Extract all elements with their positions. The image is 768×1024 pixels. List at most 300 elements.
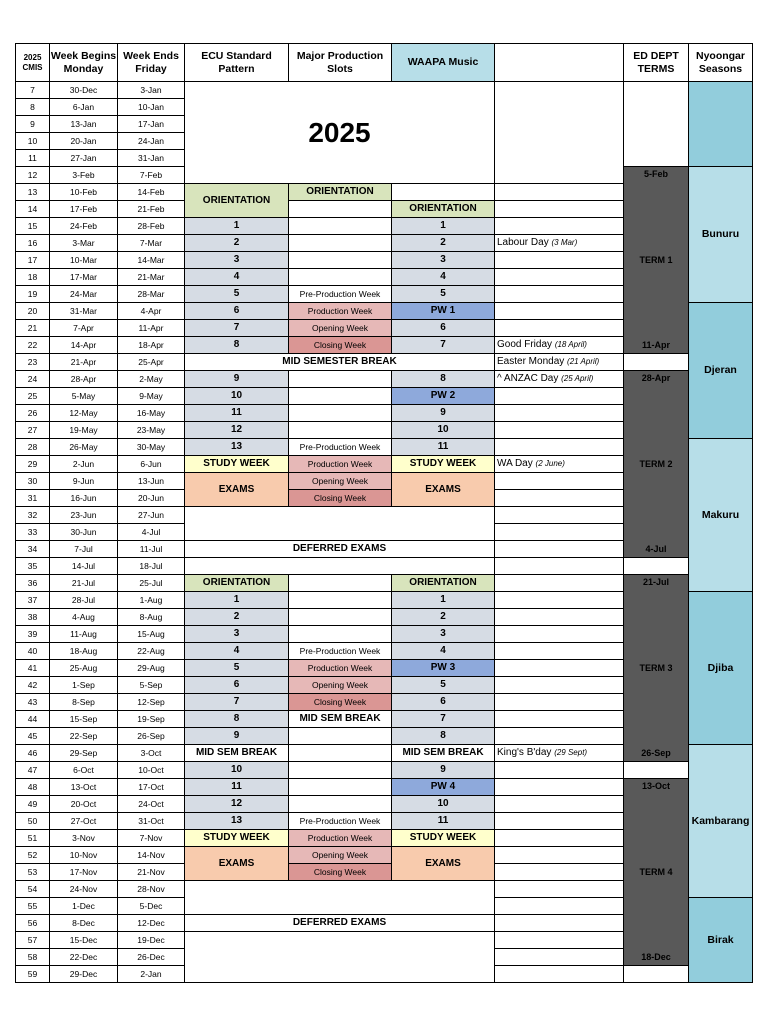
note-cell bbox=[495, 337, 624, 354]
term-end-date: 4-Jul bbox=[645, 544, 667, 554]
week-end-cell: 17-Oct bbox=[118, 779, 185, 796]
week-end-cell: 31-Jan bbox=[118, 150, 185, 167]
week-end-cell: 14-Nov bbox=[118, 847, 185, 864]
week-row bbox=[16, 354, 753, 371]
waapa-week-cell: PW 2 bbox=[392, 388, 495, 405]
week-begin-cell: 17-Feb bbox=[50, 201, 118, 218]
week-end-cell: 2-May bbox=[118, 371, 185, 388]
week-row bbox=[16, 558, 753, 575]
waapa-week-cell: 9 bbox=[392, 762, 495, 779]
note-cell bbox=[495, 218, 624, 235]
cmis-week-cell: 59 bbox=[16, 966, 50, 983]
empty-cell bbox=[289, 609, 392, 626]
cmis-week-cell: 33 bbox=[16, 524, 50, 541]
cmis-week-cell: 45 bbox=[16, 728, 50, 745]
cmis-week-cell: 43 bbox=[16, 694, 50, 711]
header-nyoongar-seasons: Nyoongar Seasons bbox=[689, 44, 753, 82]
ecu-week-cell: 4 bbox=[185, 269, 289, 286]
week-begin-cell: 21-Apr bbox=[50, 354, 118, 371]
term-start-date: 21-Jul bbox=[642, 577, 669, 587]
header-major-production: Major Production Slots bbox=[289, 44, 392, 82]
ecu-week-cell: 9 bbox=[185, 728, 289, 745]
cmis-week-cell: 19 bbox=[16, 286, 50, 303]
week-end-cell: 4-Jul bbox=[118, 524, 185, 541]
opening-week-cell: Opening Week bbox=[289, 677, 392, 694]
week-end-cell: 19-Dec bbox=[118, 932, 185, 949]
waapa-study-week-cell: STUDY WEEK bbox=[392, 456, 495, 473]
cmis-week-cell: 48 bbox=[16, 779, 50, 796]
week-end-cell: 17-Jan bbox=[118, 116, 185, 133]
week-begin-cell: 15-Dec bbox=[50, 932, 118, 949]
week-end-cell: 14-Mar bbox=[118, 252, 185, 269]
ecu-week-cell: 4 bbox=[185, 643, 289, 660]
nyoongar-season-cell: Bunuru bbox=[689, 167, 753, 303]
note-cell bbox=[495, 813, 624, 830]
empty-cell bbox=[289, 762, 392, 779]
week-begin-cell: 22-Sep bbox=[50, 728, 118, 745]
term-start-date: 28-Apr bbox=[641, 373, 671, 383]
notes-empty-cell bbox=[495, 82, 624, 184]
ecu-week-cell: 3 bbox=[185, 252, 289, 269]
ecu-week-cell: 6 bbox=[185, 677, 289, 694]
ecu-week-cell: 8 bbox=[185, 337, 289, 354]
cmis-week-cell: 40 bbox=[16, 643, 50, 660]
cmis-week-cell: 21 bbox=[16, 320, 50, 337]
week-begin-cell: 20-Oct bbox=[50, 796, 118, 813]
week-end-cell: 11-Apr bbox=[118, 320, 185, 337]
ecu-study-week-cell: STUDY WEEK bbox=[185, 456, 289, 473]
week-end-cell: 9-May bbox=[118, 388, 185, 405]
cmis-week-cell: 15 bbox=[16, 218, 50, 235]
ecu-week-cell: 10 bbox=[185, 762, 289, 779]
waapa-week-cell: 11 bbox=[392, 439, 495, 456]
waapa-week-cell: 8 bbox=[392, 371, 495, 388]
ecu-week-cell: 9 bbox=[185, 371, 289, 388]
note-cell bbox=[495, 490, 624, 507]
week-end-cell: 20-Jun bbox=[118, 490, 185, 507]
cmis-week-cell: 46 bbox=[16, 745, 50, 762]
note-cell bbox=[495, 592, 624, 609]
ecu-week-cell: 13 bbox=[185, 439, 289, 456]
ed-term-block bbox=[624, 779, 689, 966]
week-end-cell: 21-Mar bbox=[118, 269, 185, 286]
waapa-study-week-cell: STUDY WEEK bbox=[392, 830, 495, 847]
term-name: TERM 4 bbox=[639, 866, 673, 877]
ed-term-block bbox=[624, 167, 689, 354]
week-begin-cell: 27-Oct bbox=[50, 813, 118, 830]
cmis-week-cell: 35 bbox=[16, 558, 50, 575]
closing-week-cell: Closing Week bbox=[289, 490, 392, 507]
note-date: (21 April) bbox=[567, 357, 600, 366]
empty-block bbox=[185, 507, 495, 541]
week-begin-cell: 28-Apr bbox=[50, 371, 118, 388]
ecu-week-cell: 1 bbox=[185, 218, 289, 235]
waapa-week-cell: 10 bbox=[392, 422, 495, 439]
empty-cell bbox=[289, 235, 392, 252]
week-end-cell: 16-May bbox=[118, 405, 185, 422]
ecu-week-cell: 6 bbox=[185, 303, 289, 320]
term-name: TERM 1 bbox=[639, 254, 673, 265]
cmis-week-cell: 41 bbox=[16, 660, 50, 677]
empty-cell bbox=[289, 269, 392, 286]
week-end-cell: 30-May bbox=[118, 439, 185, 456]
note-text: Good Friday bbox=[497, 339, 553, 350]
week-end-cell: 3-Jan bbox=[118, 82, 185, 99]
cmis-week-cell: 13 bbox=[16, 184, 50, 201]
term-end-date: 18-Dec bbox=[641, 952, 671, 962]
week-begin-cell: 17-Nov bbox=[50, 864, 118, 881]
empty-cell bbox=[289, 201, 392, 218]
production-week-cell: Production Week bbox=[289, 830, 392, 847]
note-text: ^ ANZAC Day bbox=[497, 373, 559, 384]
cmis-week-cell: 53 bbox=[16, 864, 50, 881]
week-end-cell: 10-Jan bbox=[118, 99, 185, 116]
week-begin-cell: 3-Feb bbox=[50, 167, 118, 184]
note-cell bbox=[495, 354, 624, 371]
empty-cell bbox=[289, 728, 392, 745]
week-end-cell: 26-Sep bbox=[118, 728, 185, 745]
term-name: TERM 2 bbox=[639, 458, 673, 469]
cmis-week-cell: 31 bbox=[16, 490, 50, 507]
term-end-date: 26-Sep bbox=[641, 748, 671, 758]
note-cell bbox=[495, 932, 624, 949]
week-begin-cell: 17-Mar bbox=[50, 269, 118, 286]
note-cell bbox=[495, 728, 624, 745]
ecu-orientation-cell: ORIENTATION bbox=[185, 184, 289, 218]
week-end-cell: 25-Apr bbox=[118, 354, 185, 371]
waapa-week-cell: 5 bbox=[392, 286, 495, 303]
week-end-cell: 19-Sep bbox=[118, 711, 185, 728]
waapa-week-cell: 9 bbox=[392, 405, 495, 422]
cmis-week-cell: 12 bbox=[16, 167, 50, 184]
cmis-week-cell: 8 bbox=[16, 99, 50, 116]
week-end-cell: 24-Oct bbox=[118, 796, 185, 813]
week-end-cell: 26-Dec bbox=[118, 949, 185, 966]
waapa-week-cell: PW 3 bbox=[392, 660, 495, 677]
header-week-begins: Week Begins Monday bbox=[50, 44, 118, 82]
cmis-week-cell: 39 bbox=[16, 626, 50, 643]
cmis-week-cell: 26 bbox=[16, 405, 50, 422]
week-begin-cell: 20-Jan bbox=[50, 133, 118, 150]
term-end-date: 11-Apr bbox=[641, 340, 670, 350]
waapa-week-cell: 3 bbox=[392, 626, 495, 643]
week-end-cell: 5-Sep bbox=[118, 677, 185, 694]
note-cell bbox=[495, 286, 624, 303]
empty-cell bbox=[289, 405, 392, 422]
closing-week-cell: Closing Week bbox=[289, 694, 392, 711]
opening-week-cell: Opening Week bbox=[289, 847, 392, 864]
deferred-exams-cell: DEFERRED EXAMS bbox=[185, 541, 495, 558]
week-begin-cell: 27-Jan bbox=[50, 150, 118, 167]
note-cell bbox=[495, 405, 624, 422]
waapa-orientation-cell: ORIENTATION bbox=[392, 201, 495, 218]
week-end-cell: 1-Aug bbox=[118, 592, 185, 609]
note-cell bbox=[495, 779, 624, 796]
week-begin-cell: 26-May bbox=[50, 439, 118, 456]
week-begin-cell: 10-Mar bbox=[50, 252, 118, 269]
note-cell bbox=[495, 660, 624, 677]
week-begin-cell: 22-Dec bbox=[50, 949, 118, 966]
note-cell bbox=[495, 609, 624, 626]
week-begin-cell: 30-Dec bbox=[50, 82, 118, 99]
waapa-week-cell: 4 bbox=[392, 269, 495, 286]
cmis-week-cell: 32 bbox=[16, 507, 50, 524]
week-row bbox=[16, 575, 753, 592]
pre-production-cell: Pre-Production Week bbox=[289, 813, 392, 830]
week-end-cell: 12-Dec bbox=[118, 915, 185, 932]
week-end-cell: 7-Mar bbox=[118, 235, 185, 252]
note-cell bbox=[495, 643, 624, 660]
cmis-week-cell: 36 bbox=[16, 575, 50, 592]
week-end-cell: 24-Jan bbox=[118, 133, 185, 150]
waapa-week-cell: PW 4 bbox=[392, 779, 495, 796]
cmis-week-cell: 24 bbox=[16, 371, 50, 388]
waapa-week-cell: 6 bbox=[392, 320, 495, 337]
cmis-week-cell: 16 bbox=[16, 235, 50, 252]
ed-empty-cell bbox=[624, 558, 689, 575]
empty-cell bbox=[289, 745, 392, 762]
note-cell bbox=[495, 915, 624, 932]
empty-cell bbox=[289, 592, 392, 609]
week-begin-cell: 7-Jul bbox=[50, 541, 118, 558]
waapa-orientation-cell: ORIENTATION bbox=[392, 575, 495, 592]
waapa-week-cell: 7 bbox=[392, 337, 495, 354]
week-begin-cell: 30-Jun bbox=[50, 524, 118, 541]
cmis-week-cell: 20 bbox=[16, 303, 50, 320]
week-begin-cell: 14-Apr bbox=[50, 337, 118, 354]
week-end-cell: 28-Mar bbox=[118, 286, 185, 303]
empty-cell bbox=[289, 575, 392, 592]
cmis-week-cell: 17 bbox=[16, 252, 50, 269]
note-cell bbox=[495, 473, 624, 490]
empty-cell bbox=[289, 252, 392, 269]
academic-calendar-table bbox=[15, 43, 753, 983]
nyoongar-season-cell: Birak bbox=[689, 898, 753, 983]
closing-week-cell: Closing Week bbox=[289, 864, 392, 881]
cmis-week-cell: 51 bbox=[16, 830, 50, 847]
waapa-week-cell: 8 bbox=[392, 728, 495, 745]
ecu-mid-sem-break-cell: MID SEM BREAK bbox=[185, 745, 289, 762]
week-begin-cell: 19-May bbox=[50, 422, 118, 439]
opening-week-cell: Opening Week bbox=[289, 320, 392, 337]
ecu-week-cell: 8 bbox=[185, 711, 289, 728]
ecu-exams-cell: EXAMS bbox=[185, 847, 289, 881]
waapa-week-cell: 7 bbox=[392, 711, 495, 728]
week-row bbox=[16, 779, 753, 796]
cmis-week-cell: 42 bbox=[16, 677, 50, 694]
year-title: 2025 bbox=[185, 82, 495, 184]
cmis-week-cell: 25 bbox=[16, 388, 50, 405]
week-end-cell: 22-Aug bbox=[118, 643, 185, 660]
week-end-cell: 31-Oct bbox=[118, 813, 185, 830]
week-begin-cell: 6-Jan bbox=[50, 99, 118, 116]
note-cell bbox=[495, 762, 624, 779]
empty-cell bbox=[289, 218, 392, 235]
cmis-week-cell: 29 bbox=[16, 456, 50, 473]
cmis-week-cell: 7 bbox=[16, 82, 50, 99]
nyoongar-season-cell: Makuru bbox=[689, 439, 753, 592]
week-begin-cell: 3-Mar bbox=[50, 235, 118, 252]
note-text: King's B'day bbox=[497, 747, 552, 758]
waapa-week-cell: 6 bbox=[392, 694, 495, 711]
nyoongar-season-cell: Djeran bbox=[689, 303, 753, 439]
note-cell bbox=[495, 796, 624, 813]
note-date: (2 June) bbox=[535, 459, 565, 468]
term-name: TERM 3 bbox=[639, 662, 673, 673]
term-start-date: 13-Oct bbox=[641, 781, 670, 791]
waapa-exams-cell: EXAMS bbox=[392, 847, 495, 881]
note-cell bbox=[495, 252, 624, 269]
ecu-week-cell: 5 bbox=[185, 660, 289, 677]
week-end-cell: 18-Apr bbox=[118, 337, 185, 354]
note-cell bbox=[495, 949, 624, 966]
waapa-mid-sem-break-cell: MID SEM BREAK bbox=[392, 745, 495, 762]
cmis-week-cell: 50 bbox=[16, 813, 50, 830]
note-cell bbox=[495, 830, 624, 847]
week-begin-cell: 5-May bbox=[50, 388, 118, 405]
week-begin-cell: 31-Mar bbox=[50, 303, 118, 320]
ecu-week-cell: 11 bbox=[185, 405, 289, 422]
week-begin-cell: 24-Feb bbox=[50, 218, 118, 235]
note-cell bbox=[495, 558, 624, 575]
production-week-cell: Production Week bbox=[289, 303, 392, 320]
week-end-cell: 5-Dec bbox=[118, 898, 185, 915]
week-begin-cell: 2-Jun bbox=[50, 456, 118, 473]
week-begin-cell: 12-May bbox=[50, 405, 118, 422]
ed-empty-cell bbox=[624, 354, 689, 371]
week-end-cell: 7-Feb bbox=[118, 167, 185, 184]
note-cell bbox=[495, 847, 624, 864]
note-cell bbox=[495, 575, 624, 592]
major-mid-sem-break-cell: MID SEM BREAK bbox=[289, 711, 392, 728]
cmis-week-cell: 52 bbox=[16, 847, 50, 864]
ecu-week-cell: 7 bbox=[185, 694, 289, 711]
waapa-week-cell: PW 1 bbox=[392, 303, 495, 320]
calendar-body bbox=[16, 82, 753, 983]
week-end-cell: 8-Aug bbox=[118, 609, 185, 626]
cmis-week-cell: 56 bbox=[16, 915, 50, 932]
week-end-cell: 27-Jun bbox=[118, 507, 185, 524]
note-text: Labour Day bbox=[497, 237, 549, 248]
note-cell bbox=[495, 269, 624, 286]
header-waapa-music: WAAPA Music bbox=[392, 44, 495, 82]
week-end-cell: 11-Jul bbox=[118, 541, 185, 558]
note-cell bbox=[495, 864, 624, 881]
header-cmis: 2025 CMIS bbox=[16, 44, 50, 82]
cmis-week-cell: 30 bbox=[16, 473, 50, 490]
week-begin-cell: 16-Jun bbox=[50, 490, 118, 507]
week-begin-cell: 8-Sep bbox=[50, 694, 118, 711]
nyoongar-season-cell: Kambarang bbox=[689, 745, 753, 898]
week-end-cell: 23-May bbox=[118, 422, 185, 439]
waapa-week-cell: 11 bbox=[392, 813, 495, 830]
week-end-cell: 4-Apr bbox=[118, 303, 185, 320]
empty-cell bbox=[289, 779, 392, 796]
week-begin-cell: 13-Oct bbox=[50, 779, 118, 796]
ecu-week-cell: 5 bbox=[185, 286, 289, 303]
note-cell bbox=[495, 626, 624, 643]
note-cell bbox=[495, 745, 624, 762]
week-begin-cell: 1-Dec bbox=[50, 898, 118, 915]
week-end-cell: 10-Oct bbox=[118, 762, 185, 779]
waapa-week-cell: 1 bbox=[392, 218, 495, 235]
note-cell bbox=[495, 235, 624, 252]
week-begin-cell: 24-Mar bbox=[50, 286, 118, 303]
header-row bbox=[16, 44, 753, 82]
cmis-week-cell: 23 bbox=[16, 354, 50, 371]
pre-production-cell: Pre-Production Week bbox=[289, 439, 392, 456]
note-date: (29 Sept) bbox=[554, 748, 588, 757]
week-begin-cell: 14-Jul bbox=[50, 558, 118, 575]
ecu-week-cell: 13 bbox=[185, 813, 289, 830]
ecu-study-week-cell: STUDY WEEK bbox=[185, 830, 289, 847]
ed-empty-cell bbox=[624, 762, 689, 779]
week-begin-cell: 9-Jun bbox=[50, 473, 118, 490]
week-begin-cell: 23-Jun bbox=[50, 507, 118, 524]
ecu-week-cell: 1 bbox=[185, 592, 289, 609]
note-cell bbox=[495, 388, 624, 405]
week-begin-cell: 13-Jan bbox=[50, 116, 118, 133]
note-cell bbox=[495, 371, 624, 388]
ed-empty-cell bbox=[624, 966, 689, 983]
ecu-week-cell: 12 bbox=[185, 796, 289, 813]
cmis-week-cell: 37 bbox=[16, 592, 50, 609]
note-cell bbox=[495, 422, 624, 439]
week-begin-cell: 29-Sep bbox=[50, 745, 118, 762]
note-cell bbox=[495, 320, 624, 337]
cmis-week-cell: 49 bbox=[16, 796, 50, 813]
week-begin-cell: 18-Aug bbox=[50, 643, 118, 660]
week-begin-cell: 24-Nov bbox=[50, 881, 118, 898]
week-begin-cell: 3-Nov bbox=[50, 830, 118, 847]
nyoongar-season-cell: Djiba bbox=[689, 592, 753, 745]
waapa-exams-cell: EXAMS bbox=[392, 473, 495, 507]
week-begin-cell: 4-Aug bbox=[50, 609, 118, 626]
closing-week-cell: Closing Week bbox=[289, 337, 392, 354]
note-cell bbox=[495, 677, 624, 694]
ed-empty-cell bbox=[624, 82, 689, 167]
waapa-week-cell: 4 bbox=[392, 643, 495, 660]
ecu-week-cell: 3 bbox=[185, 626, 289, 643]
week-begin-cell: 10-Nov bbox=[50, 847, 118, 864]
week-end-cell: 25-Jul bbox=[118, 575, 185, 592]
empty-cell bbox=[392, 184, 495, 201]
week-begin-cell: 25-Aug bbox=[50, 660, 118, 677]
empty-cell bbox=[495, 201, 624, 218]
cmis-week-cell: 9 bbox=[16, 116, 50, 133]
cmis-week-cell: 38 bbox=[16, 609, 50, 626]
week-begin-cell: 1-Sep bbox=[50, 677, 118, 694]
cmis-week-cell: 44 bbox=[16, 711, 50, 728]
empty-cell bbox=[289, 371, 392, 388]
week-row bbox=[16, 82, 753, 99]
header-ed-terms: ED DEPT TERMS bbox=[624, 44, 689, 82]
cmis-week-cell: 14 bbox=[16, 201, 50, 218]
week-end-cell: 6-Jun bbox=[118, 456, 185, 473]
note-date: (25 April) bbox=[561, 374, 594, 383]
empty-cell bbox=[289, 422, 392, 439]
empty-block bbox=[185, 881, 495, 915]
note-cell bbox=[495, 694, 624, 711]
term-start-date: 5-Feb bbox=[643, 169, 668, 179]
week-begin-cell: 7-Apr bbox=[50, 320, 118, 337]
cmis-week-cell: 22 bbox=[16, 337, 50, 354]
waapa-week-cell: 2 bbox=[392, 235, 495, 252]
week-begin-cell: 21-Jul bbox=[50, 575, 118, 592]
week-end-cell: 28-Feb bbox=[118, 218, 185, 235]
cmis-week-cell: 18 bbox=[16, 269, 50, 286]
ed-term-block bbox=[624, 371, 689, 558]
